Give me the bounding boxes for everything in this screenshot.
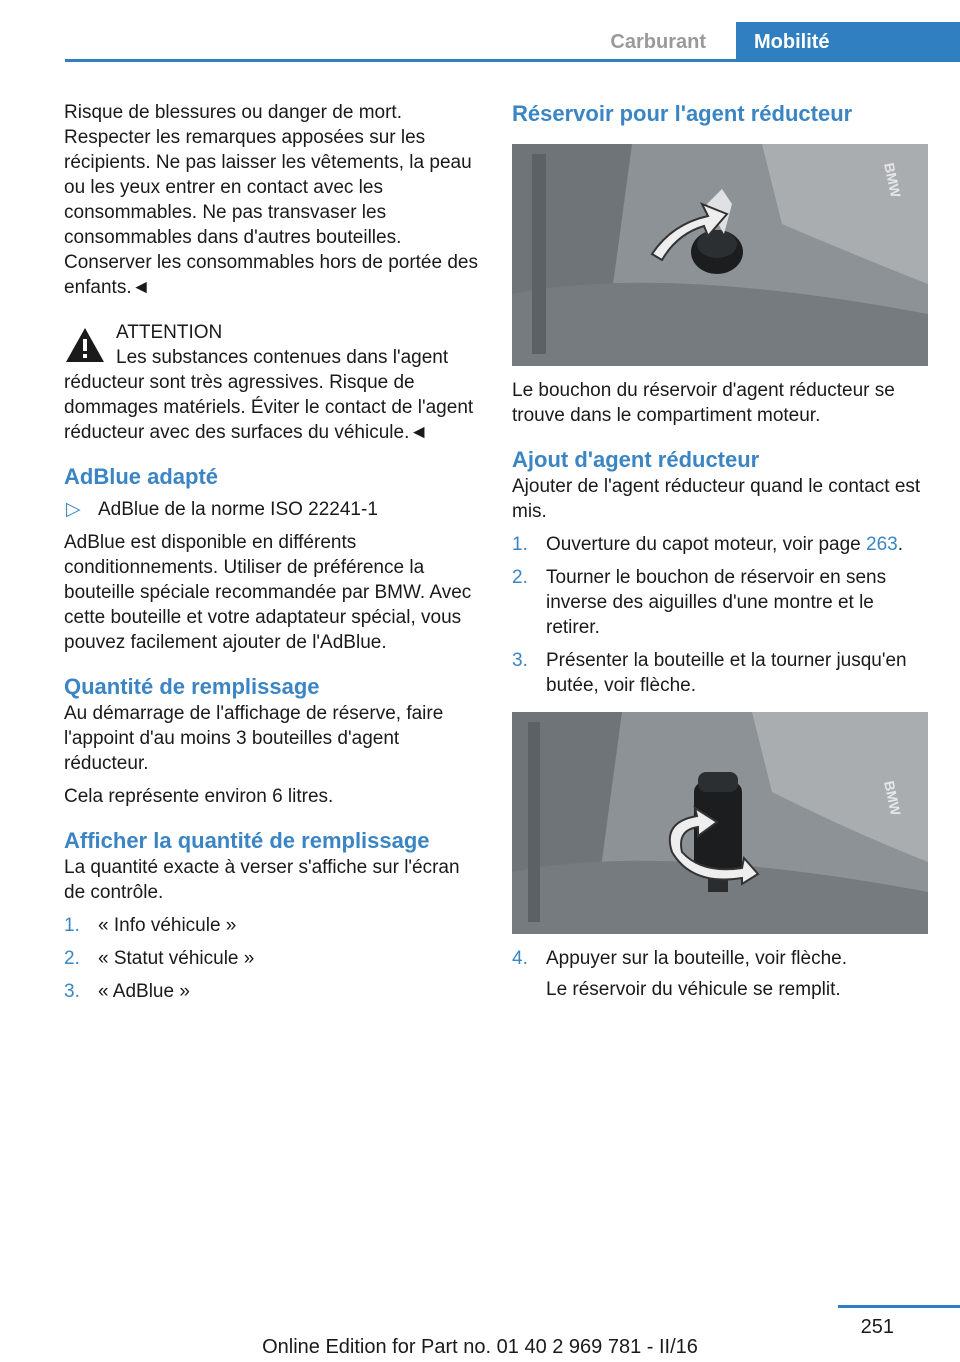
list-text: Ouverture du capot moteur, voir page [546,534,867,555]
display-text: La quantité exacte à verser s'affiche sur l'écran de contrôle. [64,857,460,903]
list-number: 1. [64,915,80,936]
list-text: « Info véhicule » [98,915,237,936]
list-item [512,946,928,971]
list-text: Tourner le bouchon de réservoir en sens inverse des aiguilles d'une montre et le retirer. [546,567,887,638]
engine-bay-photo-reservoir [512,144,928,366]
attention-title: ATTENTION [116,322,223,343]
list-number: 3. [64,981,80,1002]
bullet-item [64,497,478,522]
page-link[interactable]: 263 [866,534,898,555]
list-item [64,979,478,1004]
footer-rule [838,1305,960,1308]
list-number: 1. [512,534,528,555]
list-item [512,565,928,640]
heading-adding: Ajout d'agent réducteur [512,447,760,472]
list-number: 4. [512,948,528,969]
list-number: 2. [512,567,528,588]
bmw-engine-logo: BMW [881,161,904,199]
triangle-bullet-icon: ▷ [66,499,81,520]
heading-reservoir: Réservoir pour l'agent réducteur [512,101,853,126]
quantity-text-1: Au démarrage de l'affichage de réserve, faire l'appoint d'au moins 3 bouteilles d'agent réducteur. [64,703,444,774]
heading-quantity: Quantité de remplissage [64,674,320,699]
heading-adblue: AdBlue adapté [64,464,219,489]
list-item [64,946,478,971]
list-text-end: . [897,534,903,555]
heading-display: Afficher la quantité de remplissage [64,828,430,853]
list-text: Présenter la bouteille et la tourner jusqu'en butée, voir flèche. [546,650,907,696]
warning-triangle-icon [64,326,106,364]
list-text: « Statut véhicule » [98,948,255,969]
left-column [64,100,478,1012]
page-number: 251 [860,1316,894,1338]
page-header [65,22,960,62]
reservoir-caption: Le bouchon du réservoir d'agent réducteur se trouve dans le compartiment moteur. [512,380,895,426]
list-item [512,532,928,557]
adding-text: Ajouter de l'agent réducteur quand le contact est mis. [512,476,921,522]
intro-warning-text: Risque de blessures ou danger de mort. Respecter les remarques apposées sur les récipients. Ne pas laisser les vêtements, la peau ou les yeux entrer en contact avec les consommables. Ne pas transvaser les consommables dans d'autres bouteilles. Conserver les consommables hors de portée des enfants.◄ [64,102,478,298]
edition-footer: Online Edition for Part no. 01 40 2 969 781 - II/16 [262,1336,698,1358]
bmw-engine-logo: BMW [881,779,904,817]
bullet-text: AdBlue de la norme ISO 22241-1 [98,499,378,520]
quantity-text-2: Cela représente environ 6 litres. [64,786,334,807]
list-text: Appuyer sur la bouteille, voir flèche. [546,948,847,969]
list-number: 2. [64,948,80,969]
list-item [512,648,928,698]
tab-carburant[interactable]: Carburant [610,31,706,53]
engine-bay-photo-bottle [512,712,928,934]
attention-text: Les substances contenues dans l'agent réducteur sont très agressives. Risque de dommages matériels. Éviter le contact de l'agent réducteur avec des surfaces du véhicule.◄ [64,347,474,443]
list-item [64,913,478,938]
attention-box [64,320,478,445]
tab-mobilite[interactable]: Mobilité [736,22,960,62]
header-rule [65,59,960,62]
right-column [512,100,928,1010]
list-text: « AdBlue » [98,981,190,1002]
list-number: 3. [512,650,528,671]
step4-subtext: Le réservoir du véhicule se remplit. [546,979,841,1000]
adblue-text: AdBlue est disponible en différents conditionnements. Utiliser de préférence la bouteille spéciale recommandée par BMW. Avec cette bouteille et votre adaptateur spécial, vous pouvez facilement ajouter de l'AdBlue. [64,532,472,653]
